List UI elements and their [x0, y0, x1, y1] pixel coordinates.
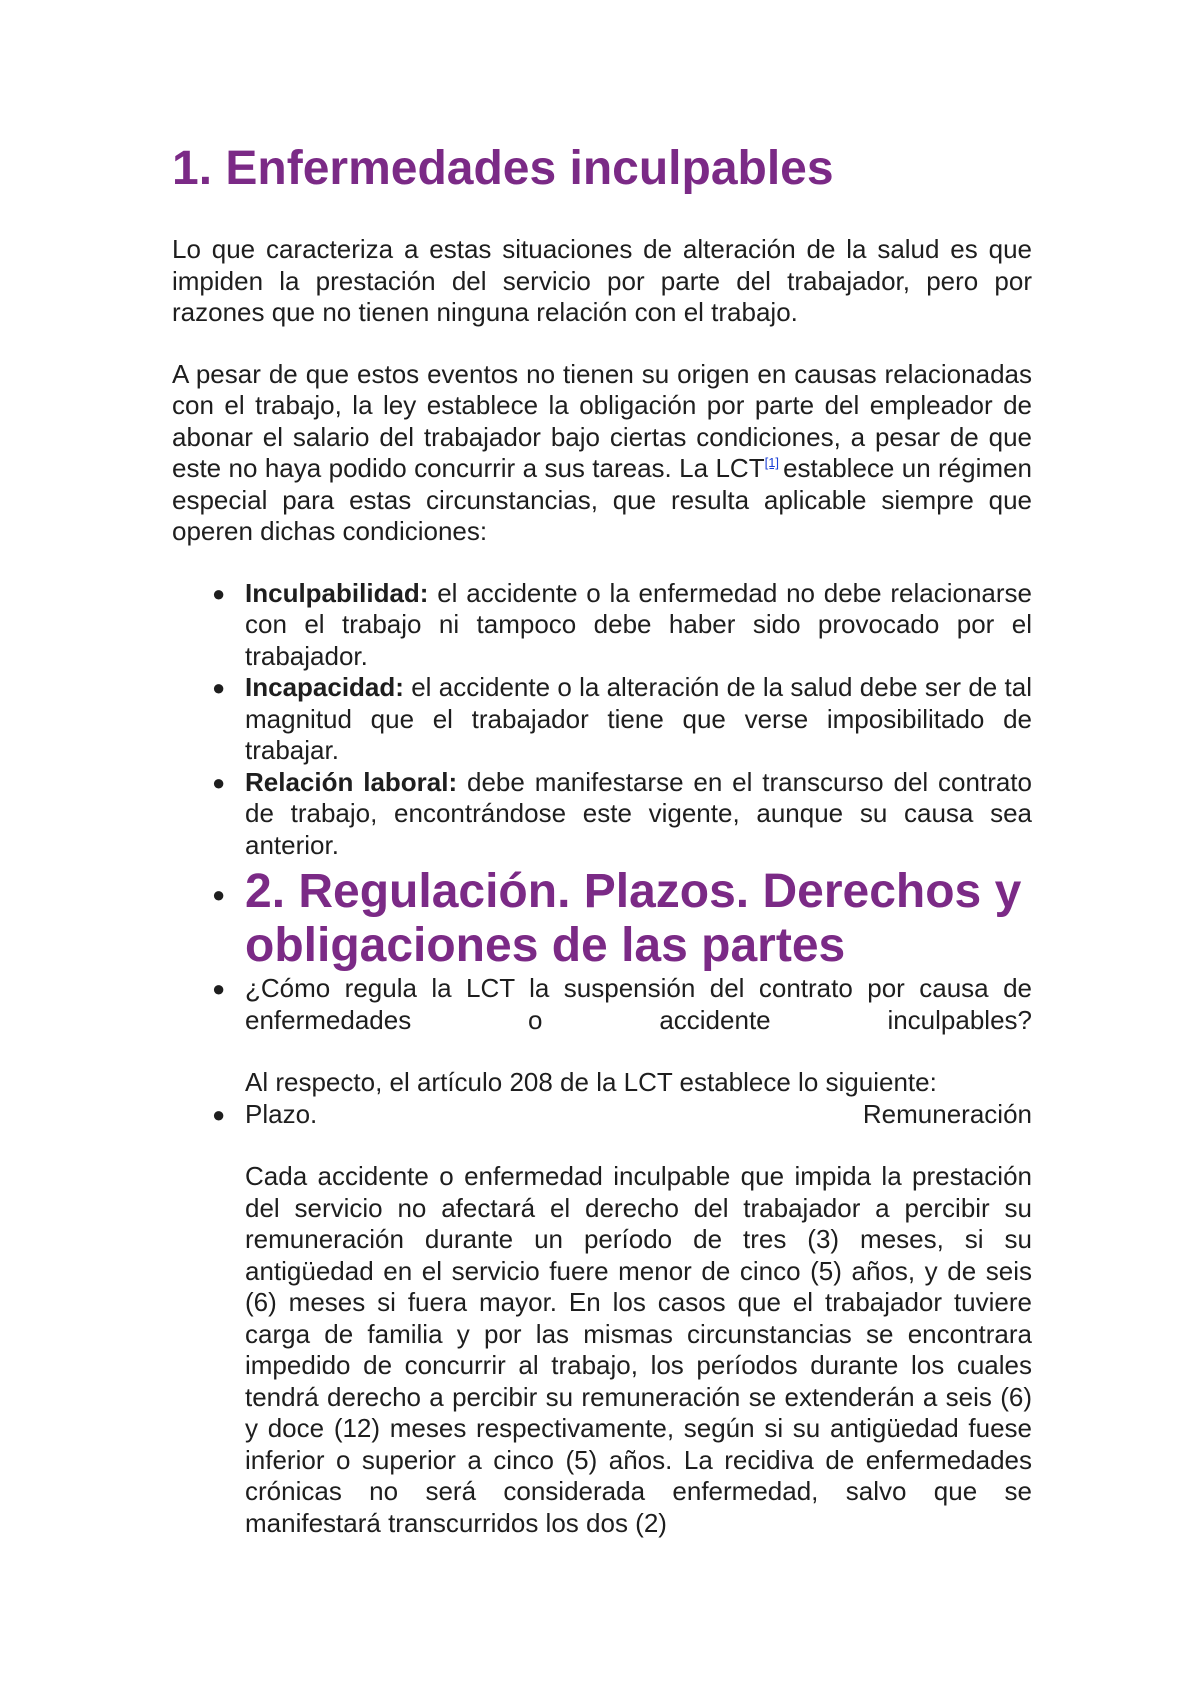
list-item-relacion-laboral	[172, 767, 1032, 862]
paragraph-2-text-before: A pesar de que estos eventos no tienen su origen en causas relacionadas con el trabajo, la ley establece la obligación por parte del empleador de abonar el salario del trabajador bajo ciertas condiciones, a pesar de que este no haya podido concurrir a sus tareas. La LCT	[172, 358, 1032, 483]
section-1-heading: 1. Enfermedades inculpables	[172, 142, 834, 195]
footnote-link[interactable]: [1]	[764, 455, 780, 471]
plazo-label: Plazo.	[245, 1098, 318, 1129]
plazo-row	[245, 1099, 1032, 1131]
list-item-question	[172, 973, 1032, 1099]
paragraph-2-text-after: establece un régimen especial para estas circunstancias, que resulta aplicable siempre que operen dichas condiciones:	[172, 453, 1032, 546]
condition-term: Relación laboral:	[245, 766, 458, 797]
article-208-text: Cada accidente o enfermedad inculpable que impida la prestación del servicio no afectará el derecho del trabajador a percibir su remuneración durante un período de tres (3) meses, si su antigüedad en el servicio fuere menor de cinco (5) años, y de seis (6) meses si fuera mayor. En los casos que el trabajador tuviere carga de familia y por las mismas circunstancias se encontrara impedido de concurrir al trabajo, los períodos durante los cuales tendrá derecho a percibir su remuneración se extenderán a seis (6) y doce (12) meses respectivamente, según si su antigüedad fuese inferior o superior a cinco (5) años. La recidiva de enfermedades crónicas no será considerada enfermedad, salvo que se manifestará transcurridos los dos (2)	[245, 1161, 1032, 1538]
condition-term: Inculpabilidad:	[245, 577, 429, 608]
article-intro: Al respecto, el artículo 208 de la LCT establece lo siguiente:	[245, 1067, 937, 1097]
remuneracion-label: Remuneración	[862, 1098, 1032, 1129]
list-item-incapacidad	[172, 672, 1032, 767]
bullet-icon: ●	[212, 976, 226, 1001]
bullet-icon: ●	[212, 675, 226, 700]
question-text: ¿Cómo regula la LCT la suspensión del contrato por causa de enfermedades o accidente inculpables?	[245, 973, 1032, 1035]
list-item-plazo	[172, 1099, 1032, 1540]
list-item-inculpabilidad	[172, 578, 1032, 673]
bullet-icon: ●	[212, 580, 226, 606]
condition-term: Incapacidad:	[245, 672, 404, 702]
bullet-icon: ●	[212, 769, 226, 795]
section-2-heading: 2. Regulación. Plazos. Derechos y obligaciones de las partes	[245, 865, 1022, 972]
document-page	[172, 140, 1032, 1539]
condition-text: el accidente o la alteración de la salud debe ser de tal magnitud que el trabajador tiene que verse imposibilitado de trabajar.	[245, 672, 1032, 765]
conditions-list	[172, 578, 1032, 1540]
bullet-icon: ●	[212, 882, 226, 907]
bullet-icon: ●	[212, 1101, 226, 1127]
condition-text: debe manifestarse en el transcurso del contrato de trabajo, encontrándose este vigente, aunque su causa sea anterior.	[245, 766, 1032, 860]
condition-text: el accidente o la enfermedad no debe relacionarse con el trabajo ni tampoco debe haber sido provocado por el trabajador.	[245, 577, 1032, 671]
section-1-paragraph-2	[172, 359, 1032, 548]
section-1-paragraph-1: Lo que caracteriza a estas situaciones de alteración de la salud es que impiden la prestación del servicio por parte del trabajador, pero por razones que no tienen ninguna relación con el trabajo.	[172, 234, 1032, 327]
list-item-section-2-heading	[172, 861, 1032, 973]
